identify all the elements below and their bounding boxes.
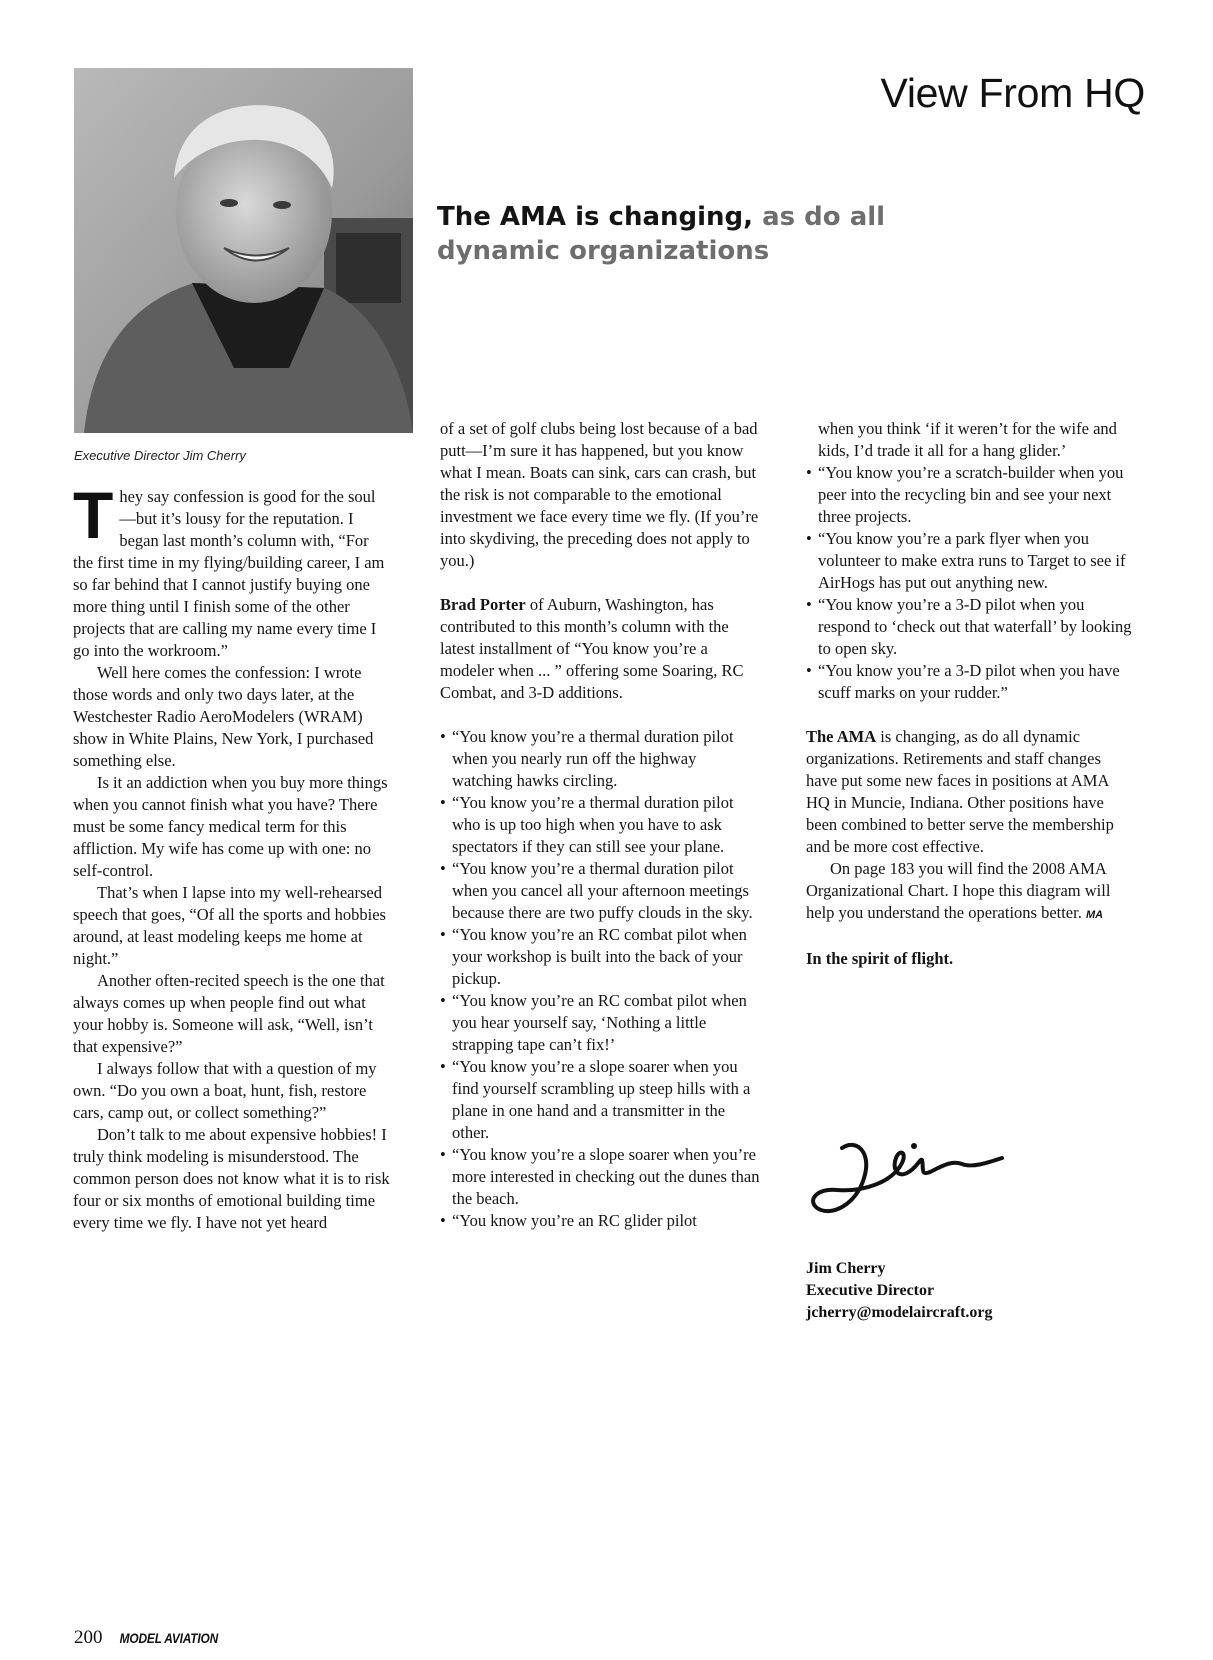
- paragraph: Another often-recited speech is the one that always comes up when people find out what your hobby is. Someone will ask, “Well, isn’t that expensive?”: [73, 971, 385, 1056]
- signature-image: [802, 1108, 1012, 1233]
- list-item: • “You know you’re an RC glider pilot: [440, 1210, 760, 1232]
- list-item-continued: when you think ‘if it weren’t for the wife and kids, I’d trade it all for a hang glider.’: [818, 419, 1117, 460]
- paragraph-text: of Auburn, Washington, has contributed to this month’s column with the latest installment of “You know you’re a modeler when ... ” offering some Soaring, RC Combat, and 3-D additions.: [440, 595, 744, 702]
- list-item: • “You know you’re a 3-D pilot when you have scuff marks on your rudder.”: [806, 660, 1134, 704]
- list-item: • “You know you’re a park flyer when you volunteer to make extra runs to Target to see if AirHogs has put out anything new.: [806, 528, 1134, 594]
- closing-line: [806, 948, 1134, 970]
- paragraph: [73, 478, 391, 662]
- closing-text: In the spirit of flight.: [806, 949, 954, 968]
- paragraph: Well here comes the confession: I wrote those words and only two days later, at the Westchester Radio AeroModelers (WRAM) show in White Plains, New York, I purchased something else.: [73, 663, 374, 770]
- paragraph: [806, 858, 1134, 926]
- headline-part2: as do all dynamic organizations: [437, 202, 886, 266]
- paragraph: That’s when I lapse into my well-rehearsed speech that goes, “Of all the sports and hobbies around, at least modeling keeps me home at night.”: [73, 883, 386, 968]
- end-mark: MA: [1085, 909, 1104, 921]
- article-headline: [437, 200, 937, 268]
- paragraph: of a set of golf clubs being lost because of a bad putt—I’m sure it has happened, but you know what I mean. Boats can sink, cars can crash, but the risk is not comparable to the emotional investment we face every time we fly. (If you’re into skydiving, the preceding does not apply to you.): [440, 419, 759, 570]
- drop-cap: T: [73, 478, 114, 552]
- contributor-name: Brad Porter: [440, 595, 526, 614]
- page-footer: [74, 1627, 226, 1649]
- magazine-name: MODEL AVIATION: [119, 1630, 218, 1646]
- list-item: • “You know you’re a scratch-builder when you peer into the recycling bin and see your next three projects.: [806, 462, 1134, 528]
- bullet-list: [440, 726, 760, 1232]
- article-column-2: [440, 418, 760, 1232]
- paragraph-text: hey say confession is good for the soul—but it’s lousy for the reputation. I began last month’s column with, “For the first time in my flying/building career, I am so far behind that I cannot justify buying one more thing until I finish some of the other projects that are calling my name every time I go into the workroom.”: [73, 487, 385, 660]
- page-number: 200: [74, 1627, 103, 1648]
- list-item: • “You know you’re a 3-D pilot when you respond to ‘check out that waterfall’ by looking to open sky.: [806, 594, 1134, 660]
- headline-part1: The AMA is changing,: [437, 202, 754, 232]
- paragraph: Is it an addiction when you buy more things when you cannot finish what you have? There must be some fancy medical term for this affliction. My wife has come up with one: no self-control.: [73, 773, 388, 880]
- article-column-3: [806, 418, 1134, 970]
- paragraph: I always follow that with a question of my own. “Do you own a boat, hunt, fish, restore cars, camp out, or collect something?”: [73, 1059, 377, 1122]
- list-item: • “You know you’re a slope soarer when you find yourself scrambling up steep hills with a plane in one hand and a transmitter in the other.: [440, 1056, 760, 1144]
- list-item: • “You know you’re a thermal duration pilot when you cancel all your afternoon meetings because there are two puffy clouds in the sky.: [440, 858, 760, 924]
- paragraph-lead: The AMA: [806, 727, 877, 746]
- author-name: Jim Cherry: [806, 1260, 886, 1277]
- bullet-list: [806, 462, 1134, 704]
- paragraph: [806, 726, 1134, 858]
- list-item: • “You know you’re a thermal duration pilot when you nearly run off the highway watching hawks circling.: [440, 726, 760, 792]
- list-item: • “You know you’re a thermal duration pilot who is up too high when you have to ask spectators if they can still see your plane.: [440, 792, 760, 858]
- paragraph-text: On page 183 you will find the 2008 AMA Organizational Chart. I hope this diagram will help you understand the operations better.: [806, 859, 1111, 922]
- section-title: View From HQ: [880, 70, 1145, 116]
- paragraph-text: is changing, as do all dynamic organizations. Retirements and staff changes have put some new faces in positions at AMA HQ in Muncie, Indiana. Other positions have been combined to better serve the membership and be more cost effective.: [806, 727, 1114, 856]
- author-photo: [74, 68, 413, 433]
- list-item: • “You know you’re an RC combat pilot when you hear yourself say, ‘Nothing a little strapping tape can’t fix!’: [440, 990, 760, 1056]
- paragraph: Don’t talk to me about expensive hobbies! I truly think modeling is misunderstood. The common person does not know what it is to risk four or six months of emotional building time every time we fly. I have not yet heard: [73, 1125, 390, 1232]
- author-email: jcherry@modelaircraft.org: [806, 1304, 993, 1321]
- paragraph: [440, 594, 760, 704]
- article-column-1: [73, 478, 391, 1234]
- photo-caption: Executive Director Jim Cherry: [74, 448, 246, 463]
- list-item: • “You know you’re an RC combat pilot when your workshop is built into the back of your pickup.: [440, 924, 760, 990]
- author-title: Executive Director: [806, 1282, 935, 1299]
- list-item: • “You know you’re a slope soarer when you’re more interested in checking out the dunes than the beach.: [440, 1144, 760, 1210]
- author-signoff: [806, 1258, 1136, 1324]
